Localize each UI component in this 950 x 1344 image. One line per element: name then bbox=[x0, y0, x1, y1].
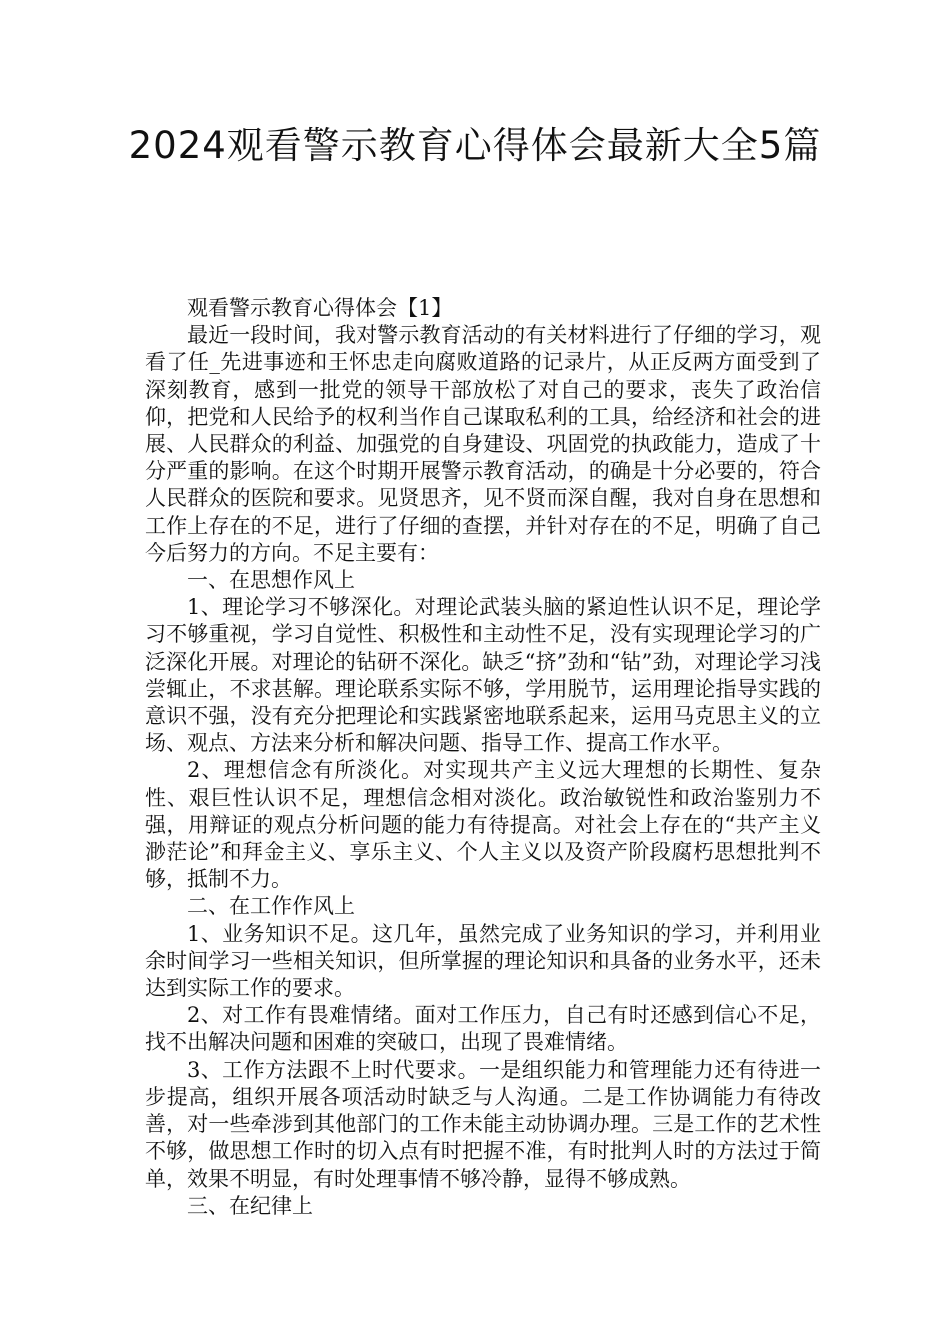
document-title: 2024观看警示教育心得体会最新大全5篇 bbox=[128, 124, 822, 167]
document-body bbox=[145, 295, 821, 1220]
body-paragraph: 2、理想信念有所淡化。对实现共产主义远大理想的长期性、复杂性、艰巨性认识不足，理想信念相对淡化。政治敏锐性和政治鉴别力不强，用辩证的观点分析问题的能力有待提高。对社会上存在的“共产主义渺茫论”和拜金主义、享乐主义、个人主义以及资产阶段腐朽思想批判不够，抵制不力。 bbox=[145, 758, 821, 892]
body-paragraph: 3、工作方法跟不上时代要求。一是组织能力和管理能力还有待进一步提高，组织开展各项活动时缺乏与人沟通。二是工作协调能力有待改善，对一些牵涉到其他部门的工作未能主动协调办理。三是工作的艺术性不够，做思想工作时的切入点有时把握不准，有时批判人时的方法过于简单，效果不明显，有时处理事情不够冷静，显得不够成熟。 bbox=[145, 1057, 821, 1191]
subsection-heading: 二、在工作作风上 bbox=[187, 894, 355, 919]
body-paragraph: 1、业务知识不足。这几年，虽然完成了业务知识的学习，并利用业余时间学习一些相关知识，但所掌握的理论知识和具备的业务水平，还未达到实际工作的要求。 bbox=[145, 921, 821, 1001]
subsection-heading: 三、在纪律上 bbox=[187, 1193, 313, 1218]
body-paragraph: 1、理论学习不够深化。对理论武装头脑的紧迫性认识不足，理论学习不够重视，学习自觉性、积极性和主动性不足，没有实现理论学习的广泛深化开展。对理论的钻研不深化。缺乏“挤”劲和“钻”劲，对理论学习浅尝辄止，不求甚解。理论联系实际不够，学用脱节，运用理论指导实践的意识不强，没有充分把理论和实践紧密地联系起来，运用马克思主义的立场、观点、方法来分析和解决问题、指导工作、提高工作水平。 bbox=[145, 595, 821, 756]
subsection-heading: 一、在思想作风上 bbox=[187, 568, 355, 593]
body-paragraph: 最近一段时间，我对警示教育活动的有关材料进行了仔细的学习，观看了任_先进事迹和王怀忠走向腐败道路的记录片，从正反两方面受到了深刻教育，感到一批党的领导干部放松了对自己的要求，丧失了政治信仰，把党和人民给予的权利当作自己谋取私利的工具，给经济和社会的进展、人民群众的利益、加强党的自身建设、巩固党的执政能力，造成了十分严重的影响。在这个时期开展警示教育活动，的确是十分必要的，符合人民群众的医院和要求。见贤思齐，见不贤而深自醒，我对自身在思想和工作上存在的不足，进行了仔细的查摆，并针对存在的不足，明确了自己今后努力的方向。不足主要有： bbox=[145, 323, 821, 565]
section-heading: 观看警示教育心得体会【1】 bbox=[187, 296, 453, 320]
body-paragraph: 2、对工作有畏难情绪。面对工作压力，自己有时还感到信心不足，找不出解决问题和困难的突破口，出现了畏难情绪。 bbox=[145, 1003, 821, 1055]
